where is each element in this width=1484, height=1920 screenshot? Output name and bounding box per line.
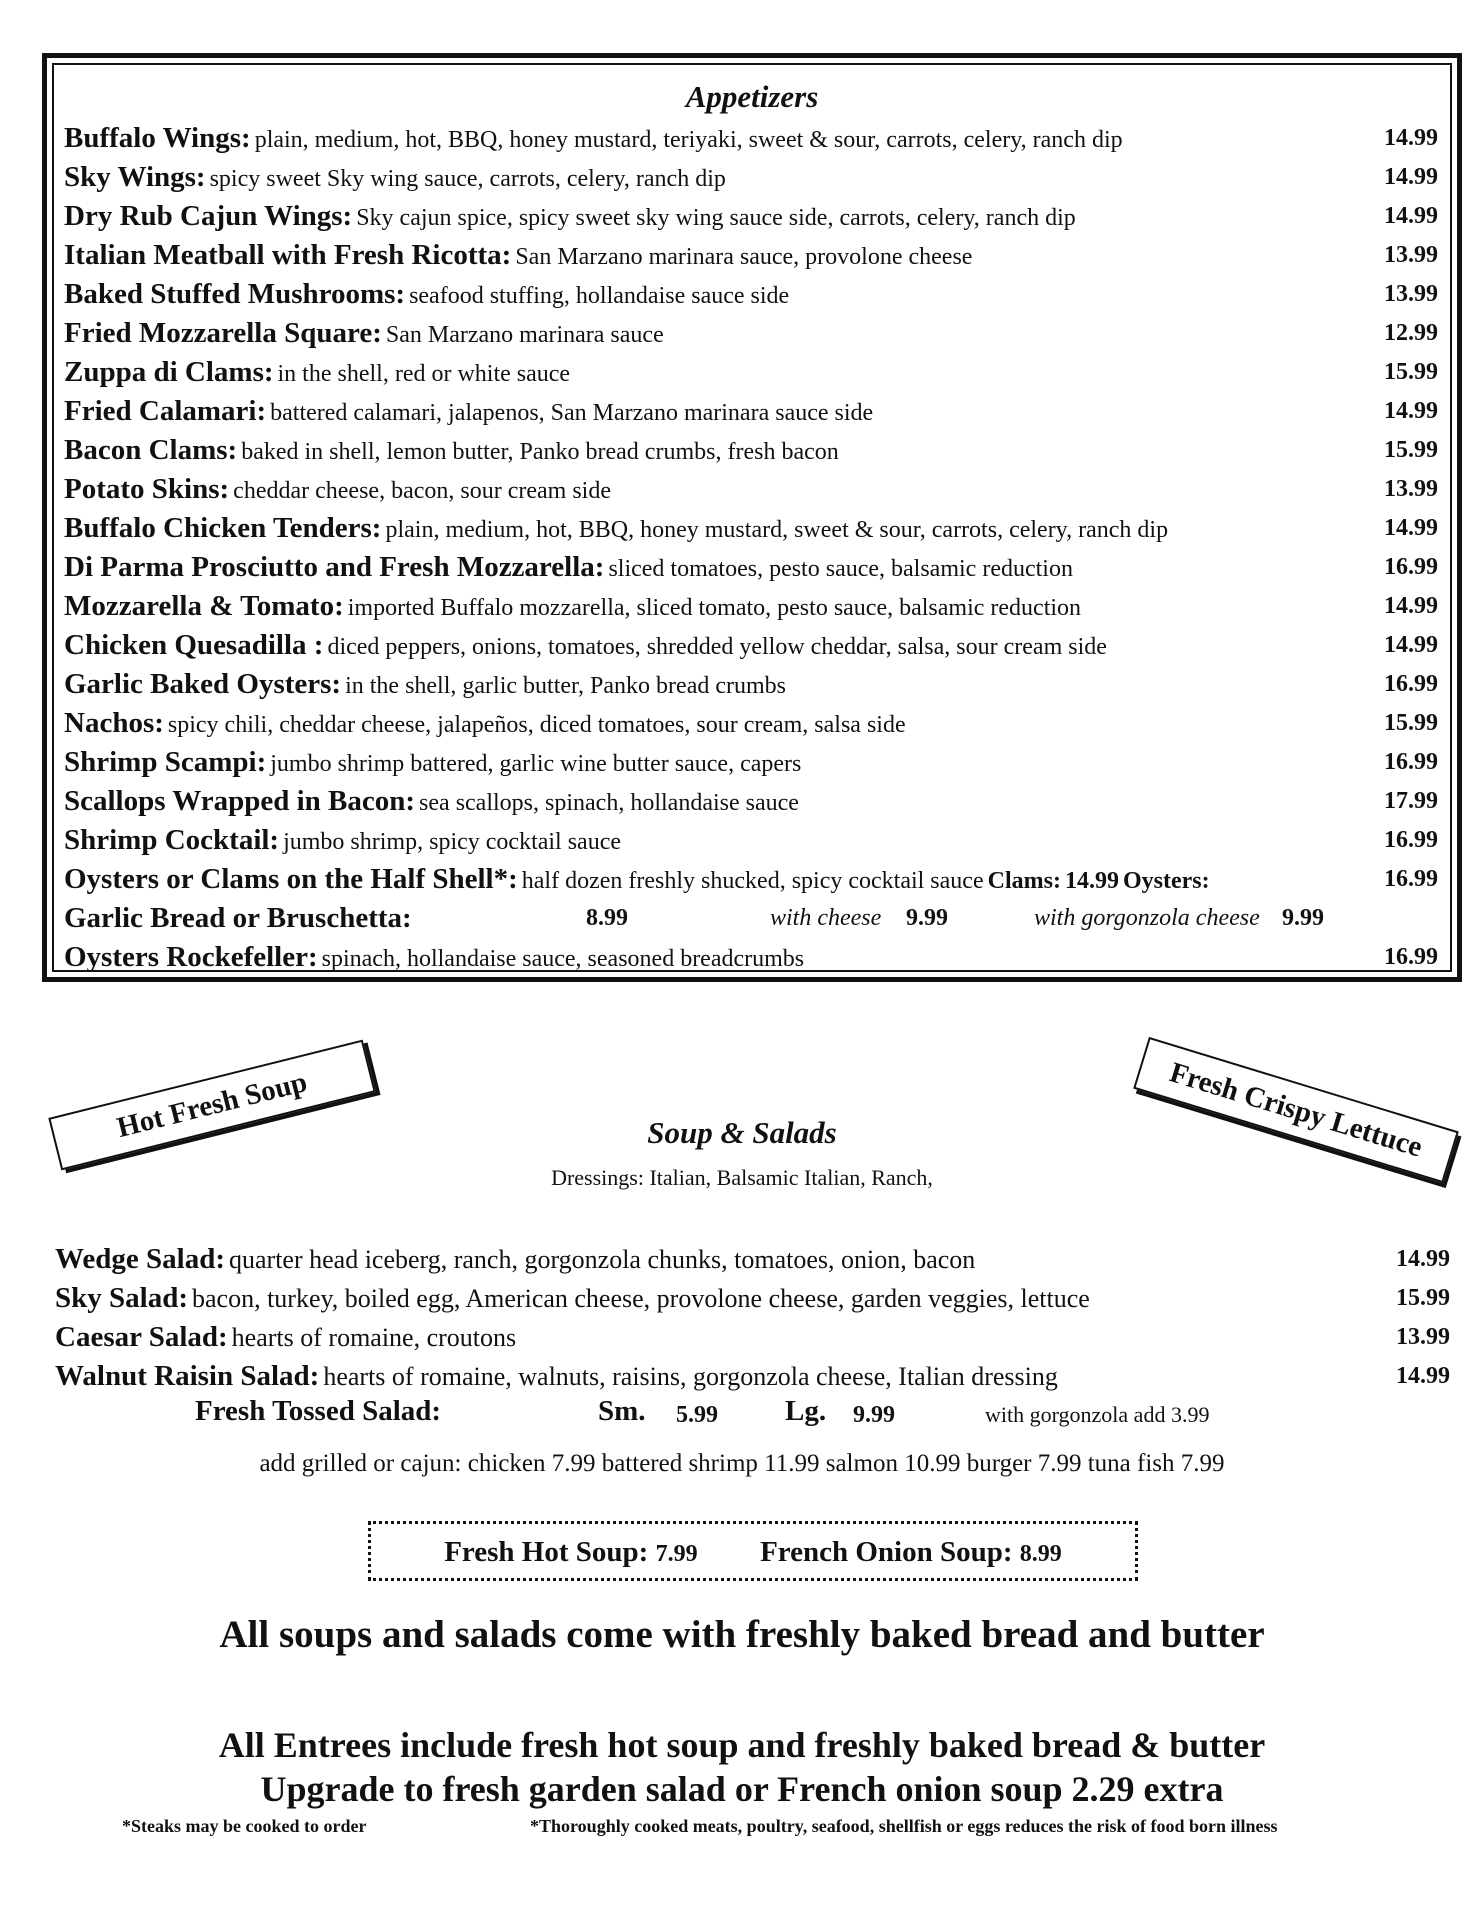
menu-item-row (64, 743, 1438, 782)
large-label: Lg. (785, 1395, 827, 1427)
protein-addons: add grilled or cajun: chicken 7.99 battered shrimp 11.99 salmon 10.99 burger 7.99 tuna fish 7.99 (259, 1450, 1225, 1477)
gorgonzola-addon: with gorgonzola add 3.99 (985, 1402, 1210, 1427)
menu-item-row (64, 704, 1438, 743)
menu-item-name: Garlic Bread or Bruschetta: (64, 902, 412, 934)
menu-item-price: 14.99 (1384, 164, 1438, 190)
half-shell-row (64, 860, 1438, 899)
salad-row (55, 1318, 1450, 1357)
menu-item-desc: battered calamari, jalapenos, San Marzano marinara sauce side (270, 400, 874, 426)
menu-item-price: 17.99 (1384, 788, 1438, 814)
menu-item-name: Buffalo Chicken Tenders: (64, 512, 382, 544)
appetizers-list (64, 119, 1438, 977)
french-onion-soup-label: French Onion Soup: (760, 1536, 1013, 1568)
hot-fresh-soup-banner: Hot Fresh Soup (48, 1040, 375, 1171)
menu-item-desc: sea scallops, spinach, hollandaise sauce (419, 790, 799, 816)
steaks-footnote: *Steaks may be cooked to order (122, 1816, 367, 1836)
with-cheese-price: 9.99 (906, 905, 948, 931)
salad-desc: hearts of romaine, croutons (231, 1323, 517, 1352)
fresh-hot-soup-price: 7.99 (655, 1541, 698, 1567)
garlic-bread-row (64, 899, 1438, 938)
menu-item-name: Buffalo Wings: (64, 122, 251, 154)
menu-item-row (64, 509, 1438, 548)
menu-item-name: Bacon Clams: (64, 434, 238, 466)
menu-item-row (64, 197, 1438, 236)
menu-item-desc: imported Buffalo mozzarella, sliced tomato, pesto sauce, balsamic reduction (347, 595, 1082, 621)
menu-item-row (64, 587, 1438, 626)
menu-item-desc: spicy chili, cheddar cheese, jalapeños, diced tomatoes, sour cream, salsa side (167, 712, 906, 738)
tossed-salad-row (195, 1395, 1435, 1435)
menu-item-price: 12.99 (1384, 320, 1438, 346)
menu-item-desc: in the shell, red or white sauce (277, 361, 571, 387)
with-gorgonzola-label: with gorgonzola cheese (1034, 905, 1260, 931)
appetizers-inner-border (52, 63, 1452, 972)
small-label: Sm. (598, 1395, 646, 1427)
menu-item-name: Chicken Quesadilla : (64, 629, 324, 661)
salad-row (55, 1240, 1450, 1279)
menu-item-price: 16.99 (1384, 554, 1438, 580)
menu-item-name: Baked Stuffed Mushrooms: (64, 278, 406, 310)
tossed-salad-name: Fresh Tossed Salad: (195, 1395, 442, 1427)
salad-price: 13.99 (1396, 1324, 1450, 1350)
upgrade-note: Upgrade to fresh garden salad or French onion soup 2.29 extra (260, 1769, 1224, 1809)
menu-item-row (64, 158, 1438, 197)
menu-item-name: Shrimp Scampi: (64, 746, 267, 778)
menu-item-price: 13.99 (1384, 476, 1438, 502)
menu-item-name: Dry Rub Cajun Wings: (64, 200, 353, 232)
menu-item-row (64, 665, 1438, 704)
salad-price: 14.99 (1396, 1246, 1450, 1272)
menu-item-name: Shrimp Cocktail: (64, 824, 280, 856)
menu-item-desc: jumbo shrimp, spicy cocktail sauce (283, 829, 622, 855)
menu-item-desc: sliced tomatoes, pesto sauce, balsamic reduction (608, 556, 1073, 582)
menu-item-row (64, 392, 1438, 431)
menu-item-price: 14.99 (1384, 593, 1438, 619)
clams-label: Clams: (987, 868, 1061, 894)
menu-item-desc: diced peppers, onions, tomatoes, shredded yellow cheddar, salsa, sour cream side (327, 634, 1107, 660)
menu-item-price: 16.99 (1384, 749, 1438, 775)
menu-item-price: 14.99 (1384, 515, 1438, 541)
fresh-hot-soup-label: Fresh Hot Soup: (444, 1536, 649, 1568)
menu-item-price: 14.99 (1384, 632, 1438, 658)
small-price: 5.99 (676, 1402, 718, 1428)
menu-item-row (64, 119, 1438, 158)
menu-item-price: 14.99 (1384, 125, 1438, 151)
menu-item-row (64, 275, 1438, 314)
oysters-label: Oysters: (1122, 868, 1210, 894)
clams-price: 14.99 (1064, 868, 1119, 894)
menu-item-name: Scallops Wrapped in Bacon: (64, 785, 416, 817)
food-safety-footnote: *Thoroughly cooked meats, poultry, seafood, shellfish or eggs reduces the risk of food born illness (530, 1816, 1278, 1836)
appetizers-title: Appetizers (685, 79, 819, 114)
entrees-note: All Entrees include fresh hot soup and freshly baked bread & butter (218, 1725, 1266, 1765)
salad-desc: quarter head iceberg, ranch, gorgonzola chunks, tomatoes, onion, bacon (229, 1245, 976, 1274)
salad-desc: bacon, turkey, boiled egg, American cheese, provolone cheese, garden veggies, lettuce (191, 1284, 1090, 1313)
menu-item-desc: seafood stuffing, hollandaise sauce side (409, 283, 790, 309)
french-onion-soup-price: 8.99 (1019, 1541, 1062, 1567)
salad-price: 15.99 (1396, 1285, 1450, 1311)
menu-item-desc: cheddar cheese, bacon, sour cream side (233, 478, 611, 504)
menu-item-desc: in the shell, garlic butter, Panko bread crumbs (345, 673, 786, 699)
menu-item-row (64, 470, 1438, 509)
soup-salads-title: Soup & Salads (647, 1115, 837, 1150)
menu-item-row (64, 236, 1438, 275)
with-cheese-label: with cheese (770, 905, 882, 931)
menu-item-desc: Sky cajun spice, spicy sweet sky wing sauce side, carrots, celery, ranch dip (356, 205, 1076, 231)
menu-item-name: Di Parma Prosciutto and Fresh Mozzarella: (64, 551, 605, 583)
menu-item-name: Oysters or Clams on the Half Shell*: (64, 863, 518, 895)
large-price: 9.99 (853, 1402, 895, 1428)
menu-item-row (64, 626, 1438, 665)
menu-item-row (64, 431, 1438, 470)
salad-desc: hearts of romaine, walnuts, raisins, gorgonzola cheese, Italian dressing (323, 1362, 1058, 1391)
menu-item-desc: spinach, hollandaise sauce, seasoned breadcrumbs (321, 946, 805, 972)
oysters-price: 16.99 (1384, 866, 1438, 892)
bread-note: All soups and salads come with freshly baked bread and butter (219, 1613, 1265, 1656)
menu-item-name: Potato Skins: (64, 473, 230, 505)
menu-item-name: Garlic Baked Oysters: (64, 668, 342, 700)
menu-item-name: Zuppa di Clams: (64, 356, 274, 388)
menu-item-desc: plain, medium, hot, BBQ, honey mustard, sweet & sour, carrots, celery, ranch dip (385, 517, 1169, 543)
menu-item-name: Italian Meatball with Fresh Ricotta: (64, 239, 512, 271)
menu-item-price: 16.99 (1384, 827, 1438, 853)
dressings-text: Dressings: Italian, Balsamic Italian, Ranch, (551, 1165, 933, 1190)
menu-item-row (64, 548, 1438, 587)
soup-prices-box (368, 1521, 1138, 1581)
menu-item-desc: half dozen freshly shucked, spicy cocktail sauce (521, 868, 984, 894)
fresh-crispy-lettuce-banner: Fresh Crispy Lettuce (1133, 1037, 1459, 1183)
salad-name: Walnut Raisin Salad: (55, 1360, 320, 1392)
with-gorgonzola-price: 9.99 (1282, 905, 1324, 931)
menu-item-row (64, 314, 1438, 353)
appetizers-section (42, 53, 1462, 982)
menu-item-price: 15.99 (1384, 437, 1438, 463)
salad-name: Sky Salad: (55, 1282, 188, 1314)
menu-item-price: 14.99 (1384, 203, 1438, 229)
menu-item-price: 14.99 (1384, 398, 1438, 424)
salads-list (55, 1240, 1450, 1396)
menu-item-row (64, 353, 1438, 392)
menu-item-row (64, 821, 1438, 860)
menu-item-name: Fried Mozzarella Square: (64, 317, 382, 349)
menu-item-price: 16.99 (1384, 944, 1438, 970)
menu-item-desc: baked in shell, lemon butter, Panko bread crumbs, fresh bacon (241, 439, 839, 465)
menu-item-desc: San Marzano marinara sauce, provolone cheese (515, 244, 973, 270)
menu-item-name: Mozzarella & Tomato: (64, 590, 344, 622)
menu-item-name: Oysters Rockefeller: (64, 941, 318, 973)
menu-item-desc: jumbo shrimp battered, garlic wine butter sauce, capers (270, 751, 802, 777)
menu-item-price: 13.99 (1384, 242, 1438, 268)
menu-item-desc: plain, medium, hot, BBQ, honey mustard, teriyaki, sweet & sour, carrots, celery, ranch dip (254, 127, 1123, 153)
menu-item-row (64, 782, 1438, 821)
menu-item-name: Sky Wings: (64, 161, 206, 193)
menu-item-price: 15.99 (1384, 710, 1438, 736)
menu-item-price: 16.99 (1384, 671, 1438, 697)
menu-item-name: Nachos: (64, 707, 164, 739)
salad-price: 14.99 (1396, 1363, 1450, 1389)
salad-name: Caesar Salad: (55, 1321, 228, 1353)
salad-row (55, 1279, 1450, 1318)
salad-name: Wedge Salad: (55, 1243, 225, 1275)
menu-item-price: 13.99 (1384, 281, 1438, 307)
menu-item-desc: San Marzano marinara sauce (385, 322, 664, 348)
menu-item-price: 15.99 (1384, 359, 1438, 385)
salad-row (55, 1357, 1450, 1396)
menu-item-name: Fried Calamari: (64, 395, 267, 427)
garlic-bread-price: 8.99 (586, 905, 628, 931)
menu-item-desc: spicy sweet Sky wing sauce, carrots, celery, ranch dip (209, 166, 726, 192)
rockefeller-row (64, 938, 1438, 977)
